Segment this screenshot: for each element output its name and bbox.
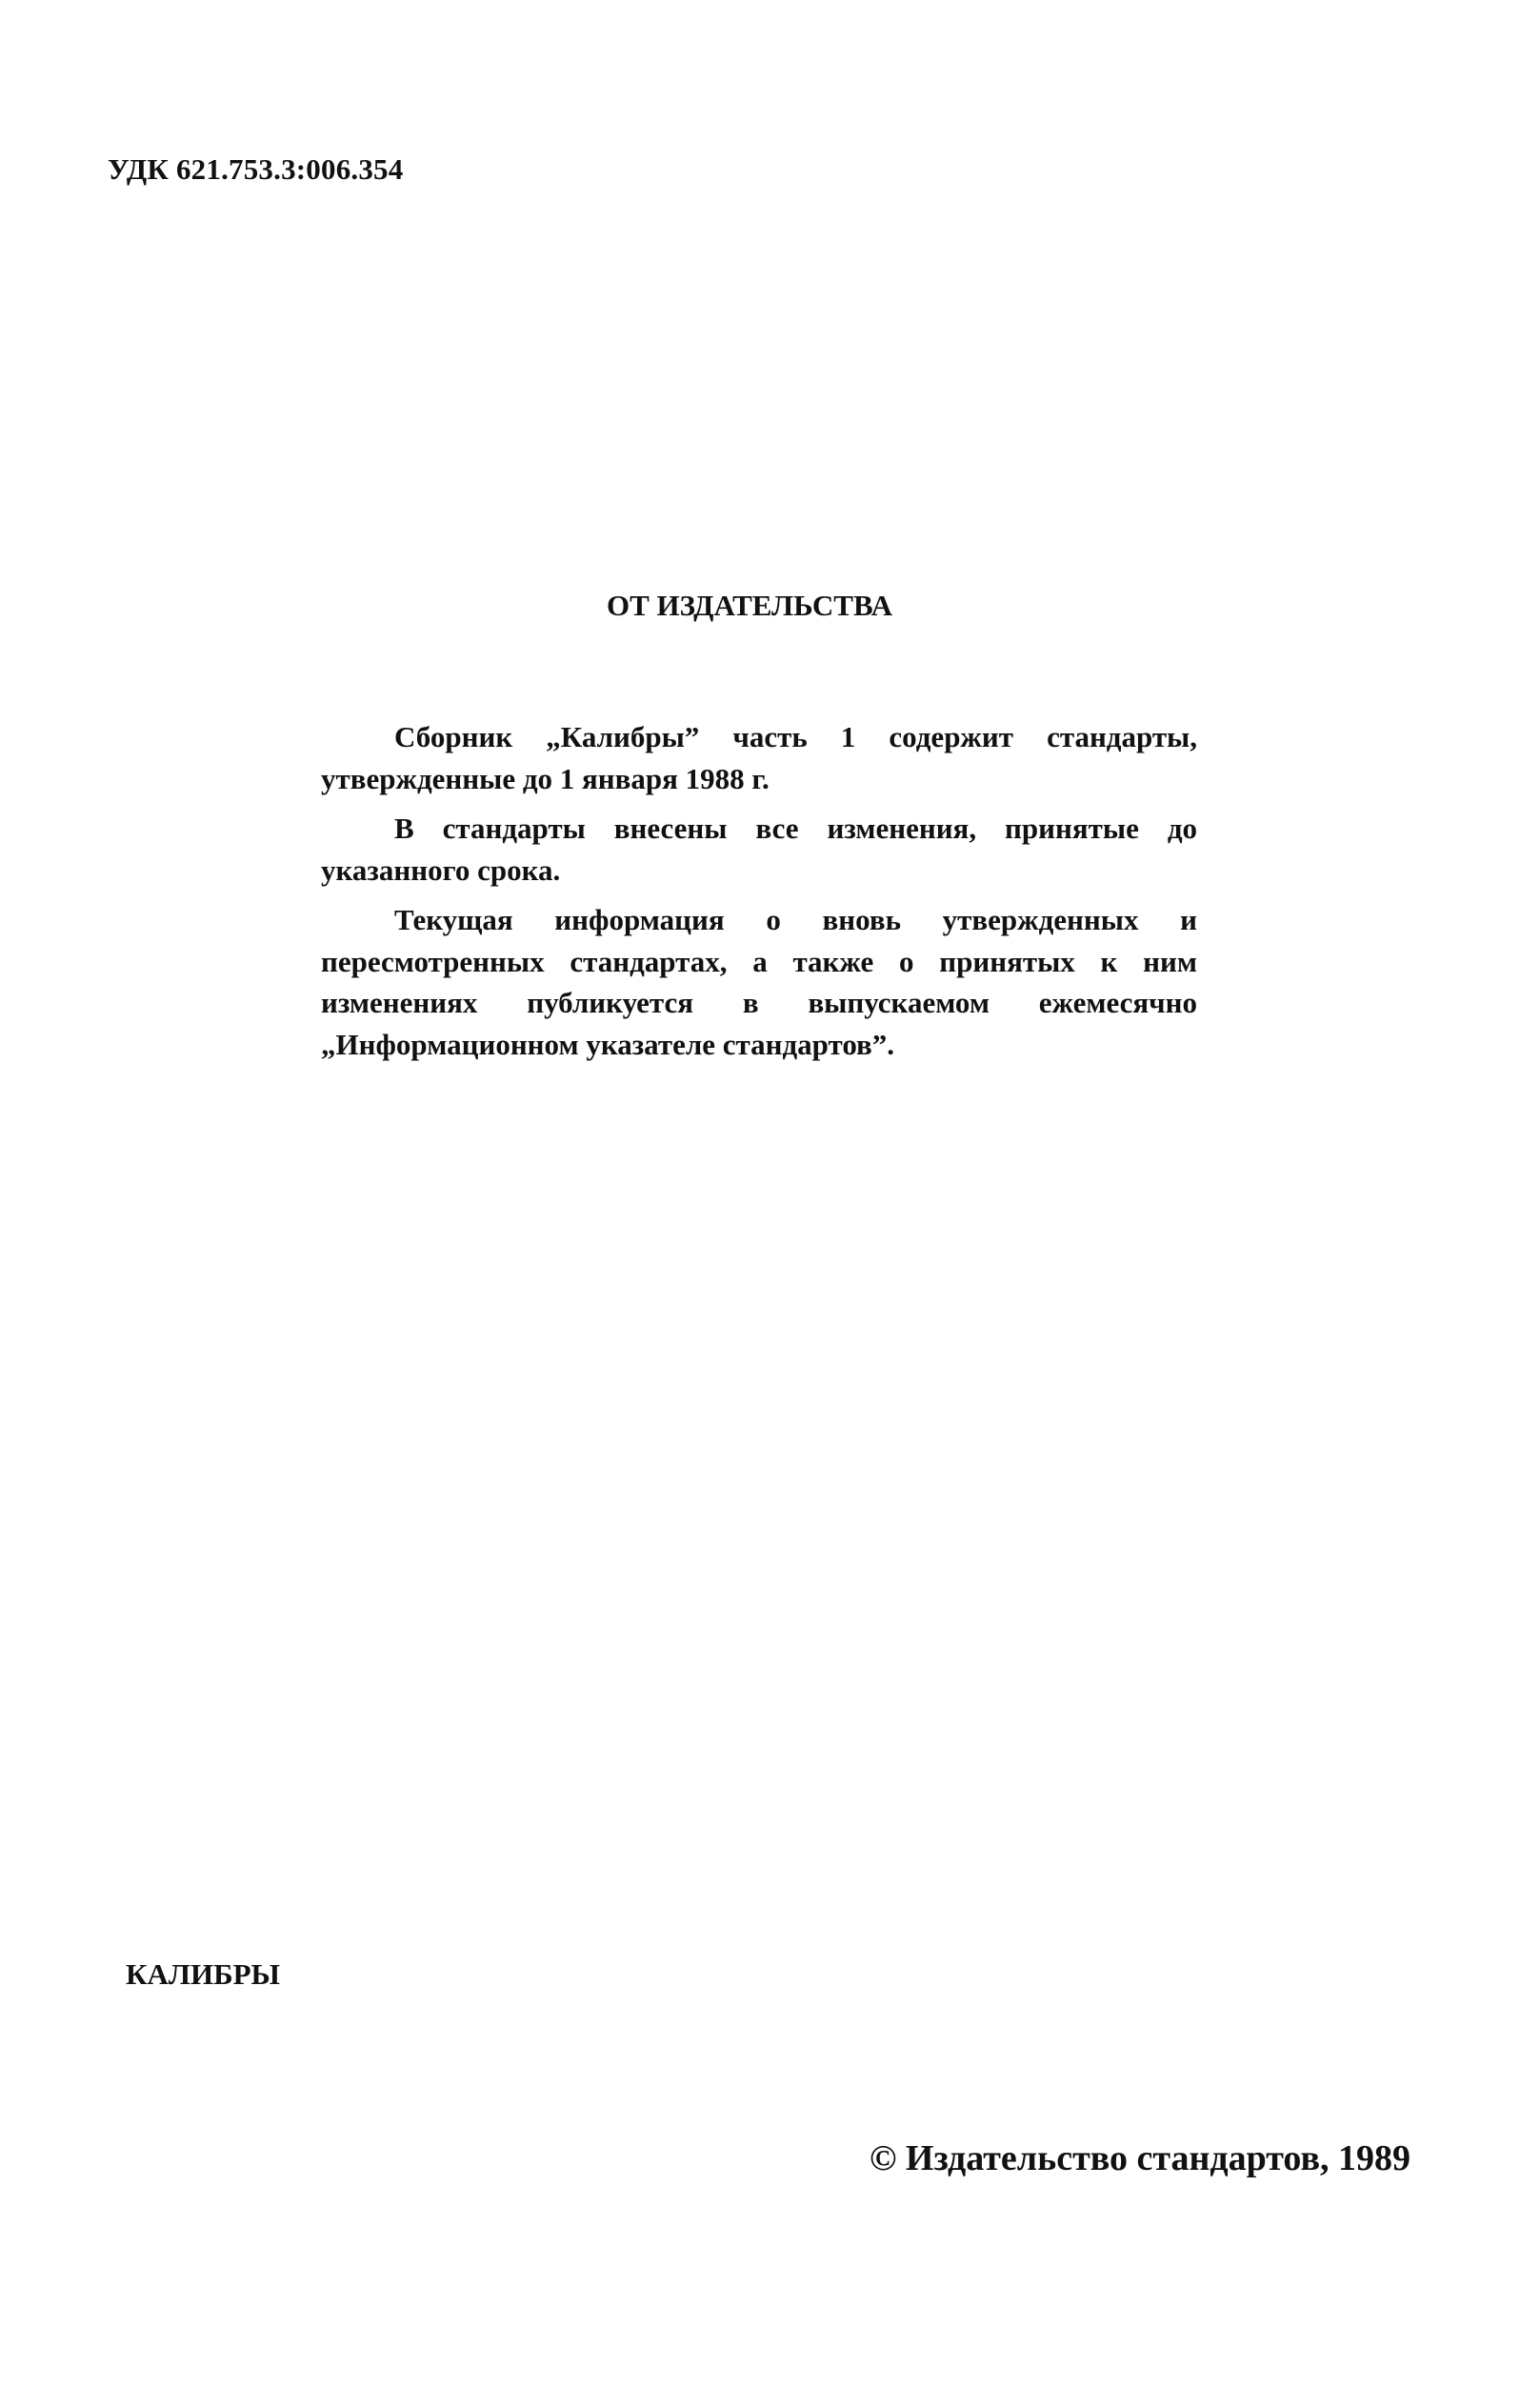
paragraph-info: Текущая информация о вновь утвержденных и пересмотренных стандартах, а также о принятых к ним изменениях публикуется в выпускаемом ежемесячно „Информационном указателе стандартов”.: [321, 903, 1197, 1061]
udc-code: УДК 621.753.3:006.354: [108, 152, 404, 186]
paragraph-changes: В стандарты внесены все изменения, принятые до указанного срока.: [321, 812, 1197, 887]
paragraph-scope: Сборник „Калибры” часть 1 содержит стандарты, утвержденные до 1 января 1988 г.: [321, 720, 1197, 795]
page-heading: ОТ ИЗДАТЕЛЬСТВА: [607, 589, 893, 622]
collection-title: КАЛИБРЫ: [126, 1957, 280, 1991]
publisher-note: [321, 716, 1197, 1073]
copyright-line: © Издательство стандартов, 1989: [870, 2138, 1410, 2178]
